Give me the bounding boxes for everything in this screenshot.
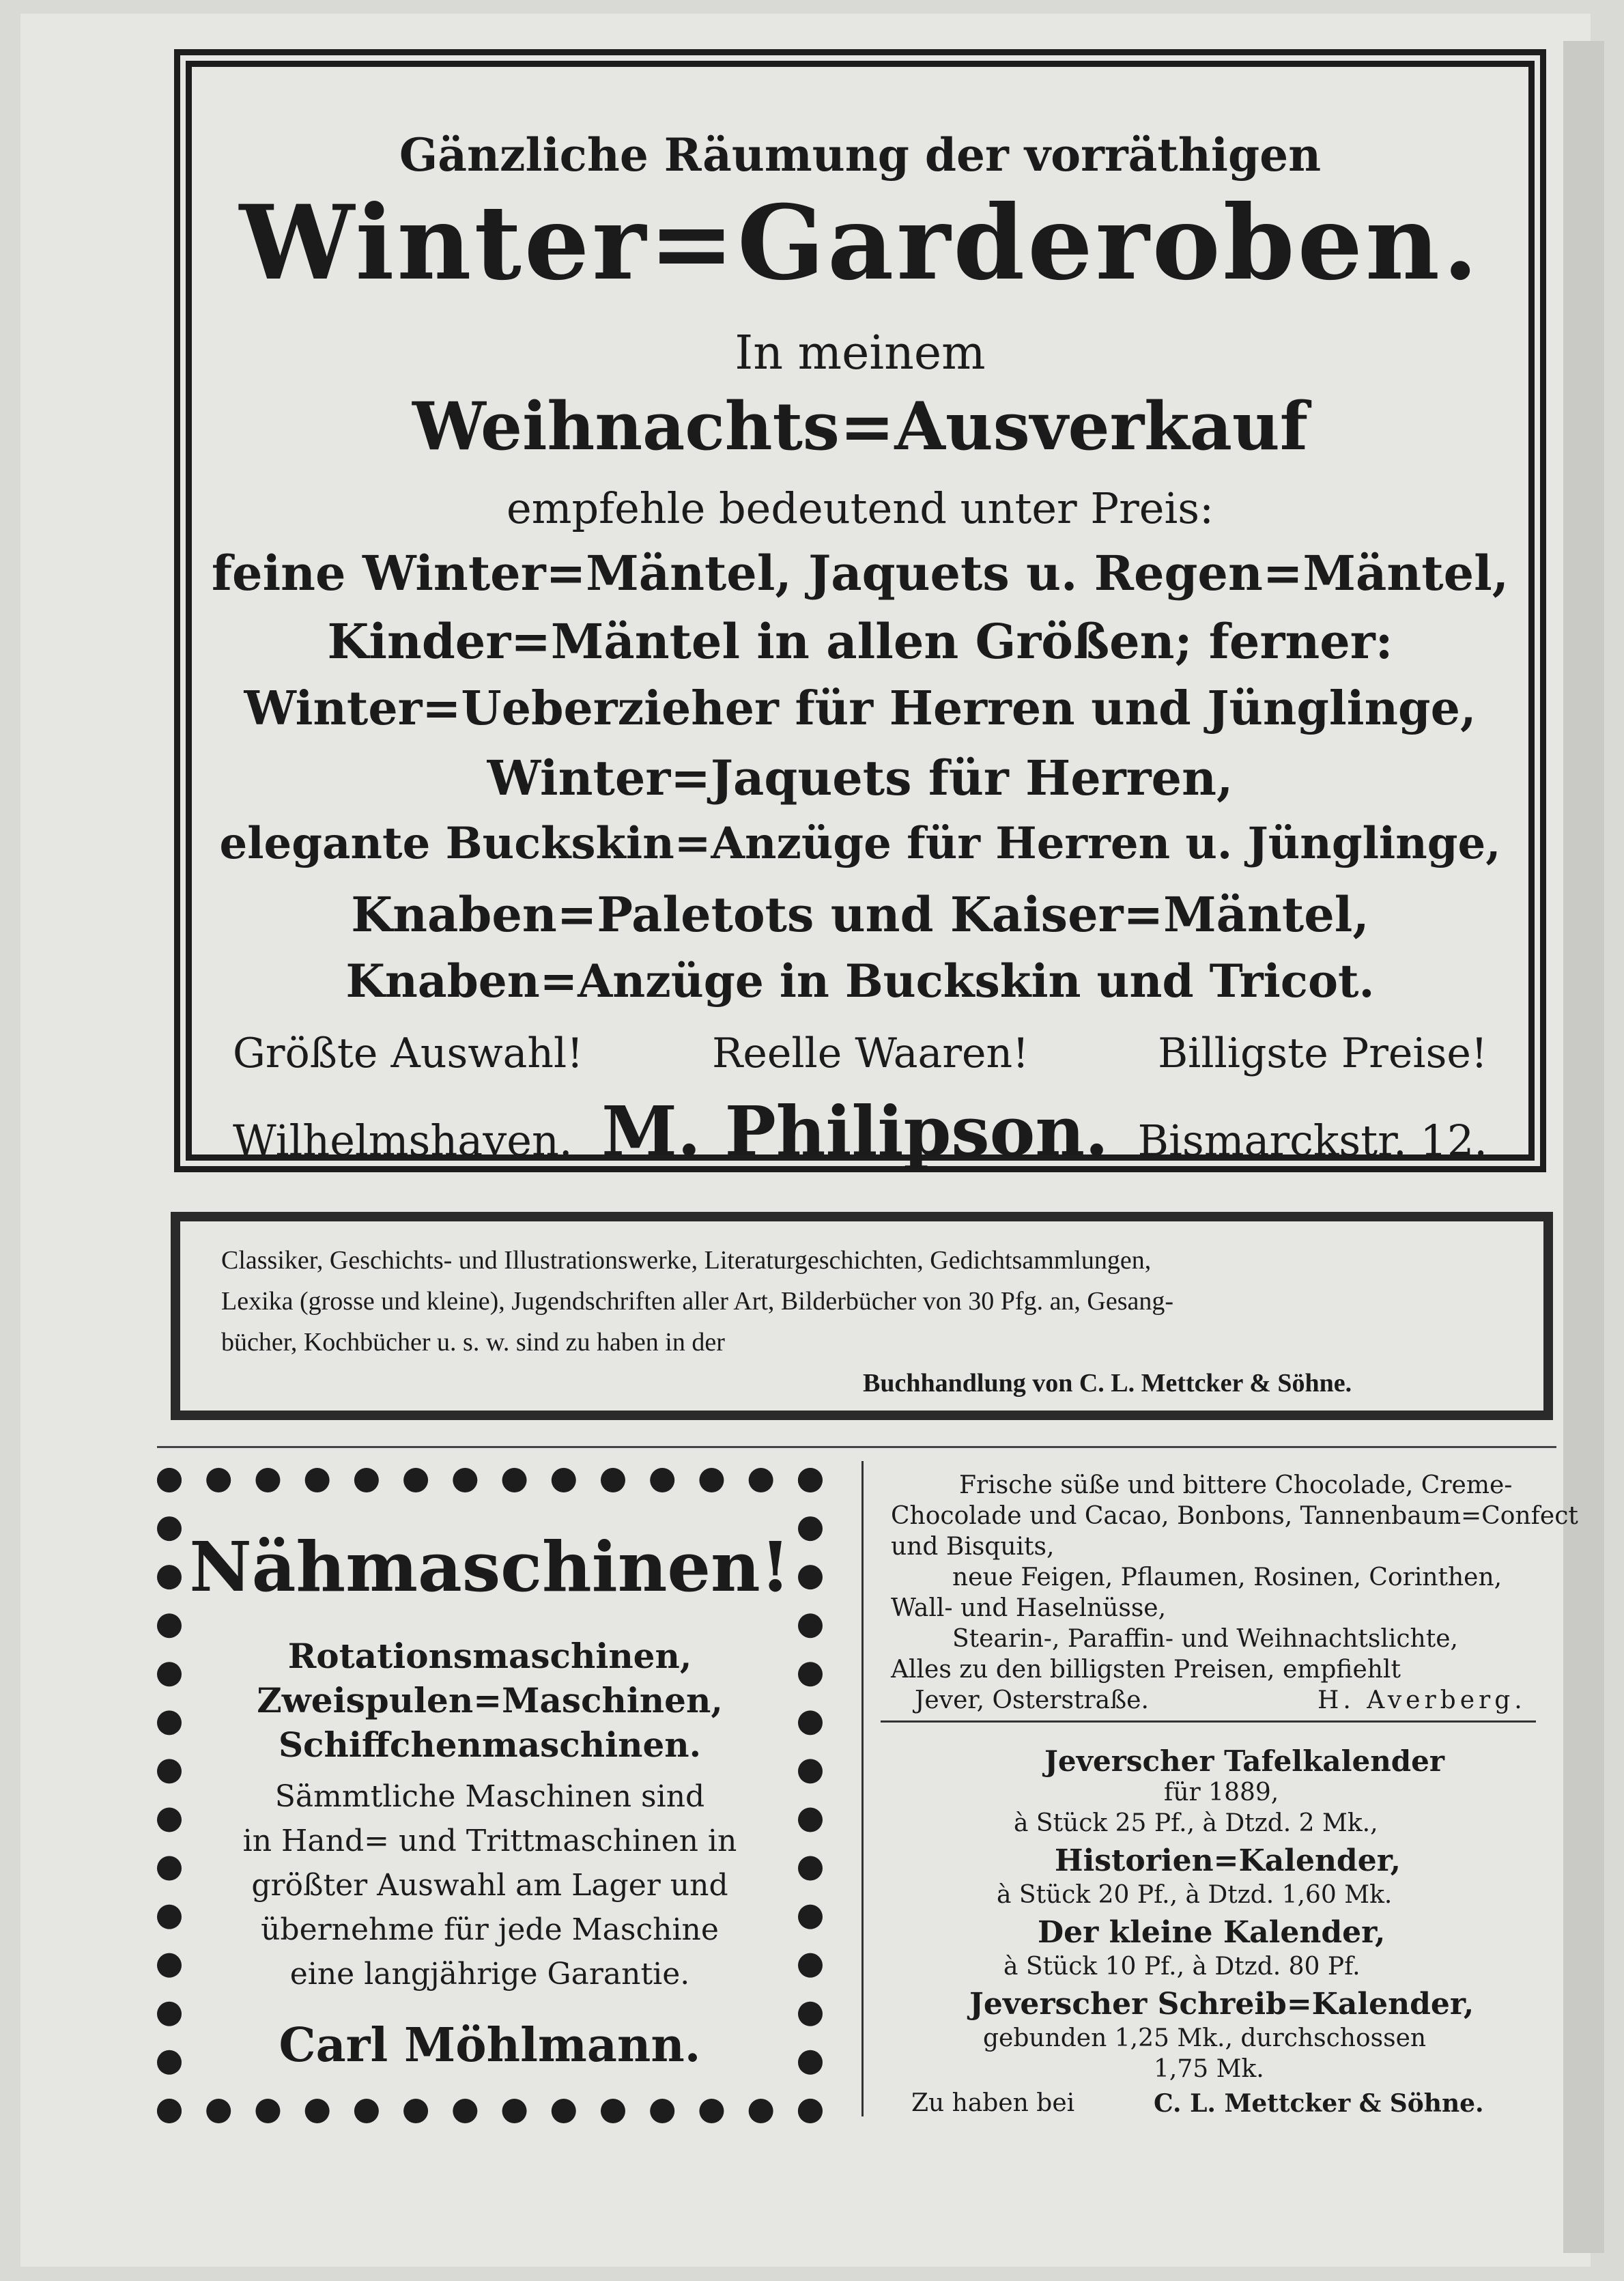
- ad-line: Alles zu den billigsten Preisen, empfiehlt: [891, 1656, 1401, 1684]
- ad-line: à Stück 20 Pf., à Dtzd. 1,60 Mk.: [997, 1881, 1393, 1909]
- ad-line: Schiffchenmaschinen.: [278, 1725, 702, 1765]
- ad-line: Zu haben bei: [911, 2089, 1075, 2117]
- divider: [881, 1720, 1536, 1723]
- ad-headline: Gänzliche Räumung der vorräthigen: [399, 128, 1322, 182]
- ad-line: Zweispulen=Maschinen,: [257, 1680, 723, 1720]
- bookshop-ad: [171, 1212, 1553, 1420]
- ad-line: neue Feigen, Pflaumen, Rosinen, Corinthen,: [952, 1563, 1502, 1591]
- ad-line: Rotationsmaschinen,: [287, 1636, 692, 1676]
- ad-line: Jeverscher Schreib=Kalender,: [969, 1987, 1475, 2022]
- ad-line: eine langjährige Garantie.: [289, 1957, 690, 1992]
- ad-line: elegante Buckskin=Anzüge für Herren u. Jünglinge,: [219, 818, 1501, 869]
- slogan: Reelle Waaren!: [712, 1030, 1029, 1077]
- slogan: Größte Auswahl!: [233, 1030, 584, 1077]
- ad-line: Knaben=Paletots und Kaiser=Mäntel,: [351, 886, 1369, 943]
- ad-merchant-name: M. Philipson.: [601, 1091, 1109, 1172]
- ad-line: übernehme für jede Maschine: [261, 1912, 719, 1947]
- ad-line: Wall- und Haselnüsse,: [891, 1594, 1167, 1622]
- ad-line: Jeverscher Tafelkalender: [1044, 1744, 1445, 1778]
- winter-clothing-ad: [174, 49, 1546, 1172]
- ad-signature: H. Averberg.: [1317, 1686, 1526, 1714]
- ad-line: 1,75 Mk.: [1154, 2055, 1264, 2083]
- ad-line: Classiker, Geschichts- und Illustrationswerke, Literaturgeschichten, Gedichtsammlungen,: [221, 1246, 1152, 1275]
- ad-line: empfehle bedeutend unter Preis:: [507, 483, 1214, 533]
- ad-signature: C. L. Mettcker & Söhne.: [1154, 2089, 1484, 2118]
- ad-slogans: [233, 1030, 1487, 1077]
- ad-line: Knaben=Anzüge in Buckskin und Tricot.: [345, 954, 1375, 1008]
- ad-title: Nähmaschinen!: [189, 1527, 790, 1607]
- ad-signature: Buchhandlung von C. L. Mettcker & Söhne.: [863, 1369, 1352, 1398]
- ad-line: à Stück 25 Pf., à Dtzd. 2 Mk.,: [1014, 1809, 1378, 1837]
- ad-line: Stearin-, Paraffin- und Weihnachtslichte,: [952, 1625, 1458, 1653]
- divider: [157, 1446, 1556, 1448]
- ad-line: Winter=Ueberzieher für Herren und Jünglinge,: [244, 681, 1477, 736]
- ad-line: Chocolade und Cacao, Bonbons, Tannenbaum=Confect: [891, 1502, 1578, 1530]
- slogan: Billigste Preise!: [1158, 1030, 1487, 1077]
- ad-line: für 1889,: [1164, 1779, 1279, 1807]
- ad-line: In meinem: [735, 326, 986, 380]
- ad-line: und Bisquits,: [891, 1533, 1055, 1561]
- ad-line: größter Auswahl am Lager und: [251, 1868, 728, 1903]
- ad-line: gebunden 1,25 Mk., durchschossen: [983, 2024, 1427, 2052]
- ad-line: Winter=Jaquets für Herren,: [487, 750, 1234, 806]
- ad-merchant-name: Carl Möhlmann.: [279, 2018, 701, 2073]
- ad-line: Der kleine Kalender,: [1038, 1915, 1386, 1950]
- ad-line: Historien=Kalender,: [1055, 1843, 1401, 1878]
- ad-line: à Stück 10 Pf., à Dtzd. 80 Pf.: [1003, 1953, 1361, 1981]
- ad-line: bücher, Kochbücher u. s. w. sind zu haben in der: [221, 1328, 725, 1357]
- ad-main-title: Winter=Garderoben.: [239, 183, 1481, 303]
- ad-signature: [233, 1091, 1487, 1172]
- adjacent-page-edge: [1563, 41, 1604, 2253]
- ad-line: in Hand= und Trittmaschinen in: [242, 1824, 737, 1858]
- ad-subtitle: Weihnachts=Ausverkauf: [412, 388, 1308, 465]
- ad-place: Wilhelmshaven.: [233, 1116, 573, 1165]
- ad-line: Jever, Osterstraße.: [915, 1686, 1149, 1714]
- ad-line: Lexika (grosse und kleine), Jugendschriften aller Art, Bilderbücher von 30 Pfg. an, Gesang-: [221, 1287, 1174, 1316]
- sewing-machine-ad: [157, 1468, 823, 2123]
- ad-line: Sämmtliche Maschinen sind: [274, 1779, 705, 1814]
- column-divider: [861, 1461, 864, 2116]
- ad-line: Frische süße und bittere Chocolade, Creme-: [959, 1471, 1513, 1499]
- ad-line: feine Winter=Mäntel, Jaquets u. Regen=Mäntel,: [211, 545, 1509, 601]
- ad-line: Kinder=Mäntel in allen Größen; ferner:: [327, 613, 1393, 670]
- ad-address: Bismarckstr. 12.: [1137, 1116, 1487, 1165]
